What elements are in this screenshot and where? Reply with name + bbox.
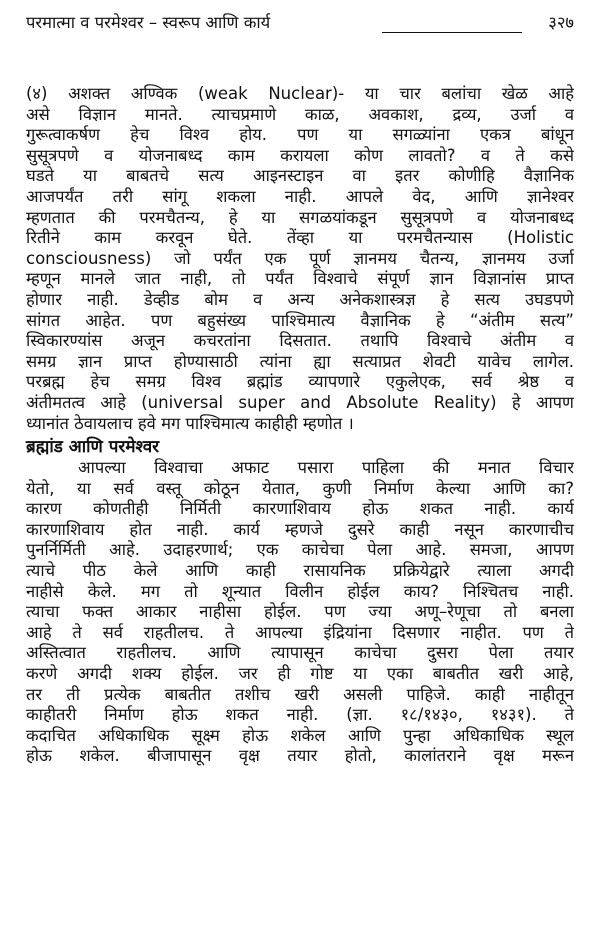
page-number: ३२७ [548,13,574,32]
text-line: होऊ शकेल. बीजापासून वृक्ष तयार होतो, कालांतराने वृक्ष मरून [26,746,574,766]
text-line: करणे अगदी शक्य होईल. जर ही गोष्ट या एका बाबतीत खरी आहे, [26,664,574,684]
text-line: सांगत आहेत. पण बहुसंख्य पाश्चिमात्य वैज्ञानिक हे “अंतीम सत्य” [26,310,574,330]
text-line: पुनर्निर्मिती आहे. उदाहरणार्थ; एक काचेचा पेला आहे. समजा, आपण [26,540,574,560]
text-line: त्याचा फक्त आकार नाहीसा होईल. पण ज्या अणू–रेणूचा तो बनला [26,602,574,622]
text-line: स्विकारण्यांस अजून कचरतांना दिसतात. तथापि विश्वाचे अंतीम व [26,331,574,351]
text-line: आजपर्यंत तरी सांगू शकला नाही. आपले वेद, आणि ज्ञानेश्वर [26,186,574,206]
text-line: कारण कोणतीही निर्मिती कारणाशिवाय होऊ शकत नाही. कार्य [26,499,574,519]
text-line: परब्रह्म हेच समग्र विश्व ब्रह्मांड व्यापणारे एकुलेएक, सर्व श्रेष्ठ व [26,372,574,392]
text-line: सुसूत्रपणे व योजनाबध्द काम करायला कोण लावतो? व ते कसे [26,145,574,165]
text-line: कारणाशिवाय होत नाही. कार्य म्हणजे दुसरे काही नसून कारणाचीच [26,519,574,539]
text-line: होणार नाही. डेव्हीड बोम व अन्य अनेकशास्त्रज्ञ हे सत्य उघडपणे [26,289,574,309]
text-line: असे विज्ञान मानते. त्याचप्रमाणे काळ, अवकाश, द्रव्य, उर्जा व [26,104,574,124]
text-line: कदाचित अधिकाधिक सूक्ष्म होऊ शकेल आणि पुन्हा अधिकाधिक स्थूल [26,725,574,745]
text-line: रितीने काम करवून घेते. तेंव्हा या परमचैतन्यास (Holistic [26,228,574,248]
text-line: ध्यानांत ठेवायलाच हवे मग पाश्चिमात्य काहीही म्हणोत । [26,413,354,433]
text-line: समग्र ज्ञान प्राप्त होण्यासाठी त्यांना ह्या सत्याप्रत शेवटी यावेच लागेल. [26,351,574,371]
text-line: काहीतरी निर्माण होऊ शकत नाही. (ज्ञा. १८/१४३०, १४३१). ते [26,705,574,725]
text-line: आहे ते सर्व राहतीलच. ते आपल्या इंद्रियांना दिसणार नाहीत. पण ते [26,622,574,642]
running-title: परमात्मा व परमेश्वर – स्वरूप आणि कार्य [26,13,271,32]
text-line: म्हणतात की परमचैतन्य, हे या सगळयांकडून सुसूत्रपणे व योजनाबध्द [26,207,574,227]
text-line: अंतीमतत्व आहे (universal super and Absolute Reality) हे आपण [26,392,574,412]
text-line: घडते या बाबतचे सत्य आइनस्टाइन वा इतर कोणीहि वैज्ञानिक [26,166,574,186]
text-line: तर ती प्रत्येक बाबतीत तशीच खरी असली पाहिजे. काही नाहीतून [26,684,574,704]
section-heading: ब्रह्मांड आणि परमेश्वर [26,437,160,458]
paragraph-1 [26,84,574,434]
running-header [26,6,574,40]
text-line: गुरूत्वाकर्षण हेच विश्व होय. पण या सगळ्यांना एकत्र बांधून [26,125,574,145]
text-line: (४) अशक्त अण्विक (weak Nuclear)- या चार बलांचा खेळ आहे [26,84,574,103]
text-line: अस्तित्वात राहतीलच. आणि त्यापासून काचेचा दुसरा पेला तयार [26,643,574,663]
text-line: आपल्या विश्वाचा अफाट पसारा पाहिला की मनात विचार [78,458,574,478]
paragraph-2 [26,458,574,767]
text-line: येतो, या सर्व वस्तू कोठून येतात, कुणी निर्माण केल्या आणि का? [26,478,574,498]
text-line: consciousness) जो पर्यंत एक पूर्ण ज्ञानमय चैतन्य, ज्ञानमय उर्जा [26,248,574,268]
page-body [26,84,574,767]
header-rule [382,32,522,33]
text-line: नाहीसे केले. मग तो शून्यात विलीन होईल काय? निश्चितच नाही. [26,581,574,601]
text-line: म्हणून मानले जात नाही, तो पर्यंत विश्वाचे संपूर्ण ज्ञान विज्ञानांस प्राप्त [26,269,574,289]
text-line: त्याचे पीठ केले आणि काही रासायनिक प्रक्रियेद्वारे त्याला अगदी [26,561,574,581]
